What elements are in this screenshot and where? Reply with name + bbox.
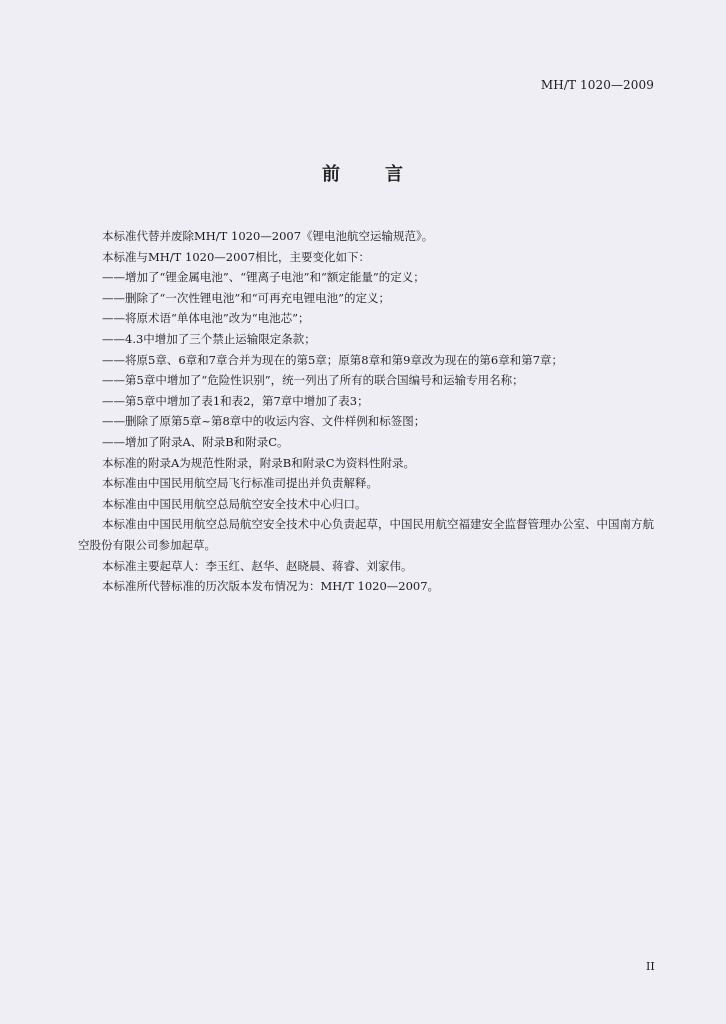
- paragraph-changes-intro: 本标准与MH/T 1020—2007相比，主要变化如下：: [102, 249, 371, 264]
- standard-code: MH/T 1020—2009: [540, 78, 654, 92]
- paragraph-proposer: 本标准由中国民用航空局飞行标准司提出并负责解释。: [102, 476, 378, 491]
- change-item: ——第5章中增加了表1和表2，第7章中增加了表3；: [102, 393, 369, 408]
- change-item: ——将原5章、6章和7章合并为现在的第5章；原第8章和第9章改为现在的第6章和第7章；: [102, 352, 564, 367]
- change-item: ——增加了“锂金属电池”、“锂离子电池”和“额定能量”的定义；: [102, 270, 425, 285]
- paragraph-centralized: 本标准由中国民用航空总局航空安全技术中心归口。: [102, 496, 367, 511]
- title-char-1: 前: [322, 164, 341, 185]
- page-title: [0, 160, 726, 186]
- change-item: ——删除了原第5章~第8章中的收运内容、文件样例和标签图；: [102, 414, 426, 429]
- paragraph-replaces: 本标准代替并废除MH/T 1020—2007《锂电池航空运输规范》。: [102, 229, 434, 243]
- paragraph-drafters: 本标准主要起草人：李玉红、赵华、赵晓晨、蒋睿、刘家伟。: [102, 558, 413, 573]
- change-item: ——4.3中增加了三个禁止运输限定条款；: [102, 331, 316, 346]
- title-char-2: 言: [385, 164, 404, 185]
- page-number: II: [646, 960, 655, 973]
- paragraph-history: 本标准所代替标准的历次版本发布情况为：MH/T 1020—2007。: [102, 579, 440, 594]
- change-item: ——删除了“一次性锂电池”和“可再充电锂电池”的定义；: [102, 290, 391, 305]
- change-item: ——将原术语“单体电池”改为“电池芯”；: [102, 311, 310, 326]
- foreword-body: [78, 226, 656, 597]
- change-item: ——增加了附录A、附录B和附录C。: [102, 434, 289, 449]
- change-item: ——第5章中增加了“危险性识别”，统一列出了所有的联合国编号和运输专用名称；: [102, 373, 524, 388]
- paragraph-drafting-units: 本标准由中国民用航空总局航空安全技术中心负责起草，中国民用航空福建安全监督管理办公室、中国南方航空股份有限公司参加起草。: [78, 517, 654, 552]
- paragraph-appendix: 本标准的附录A为规范性附录，附录B和附录C为资料性附录。: [102, 455, 416, 470]
